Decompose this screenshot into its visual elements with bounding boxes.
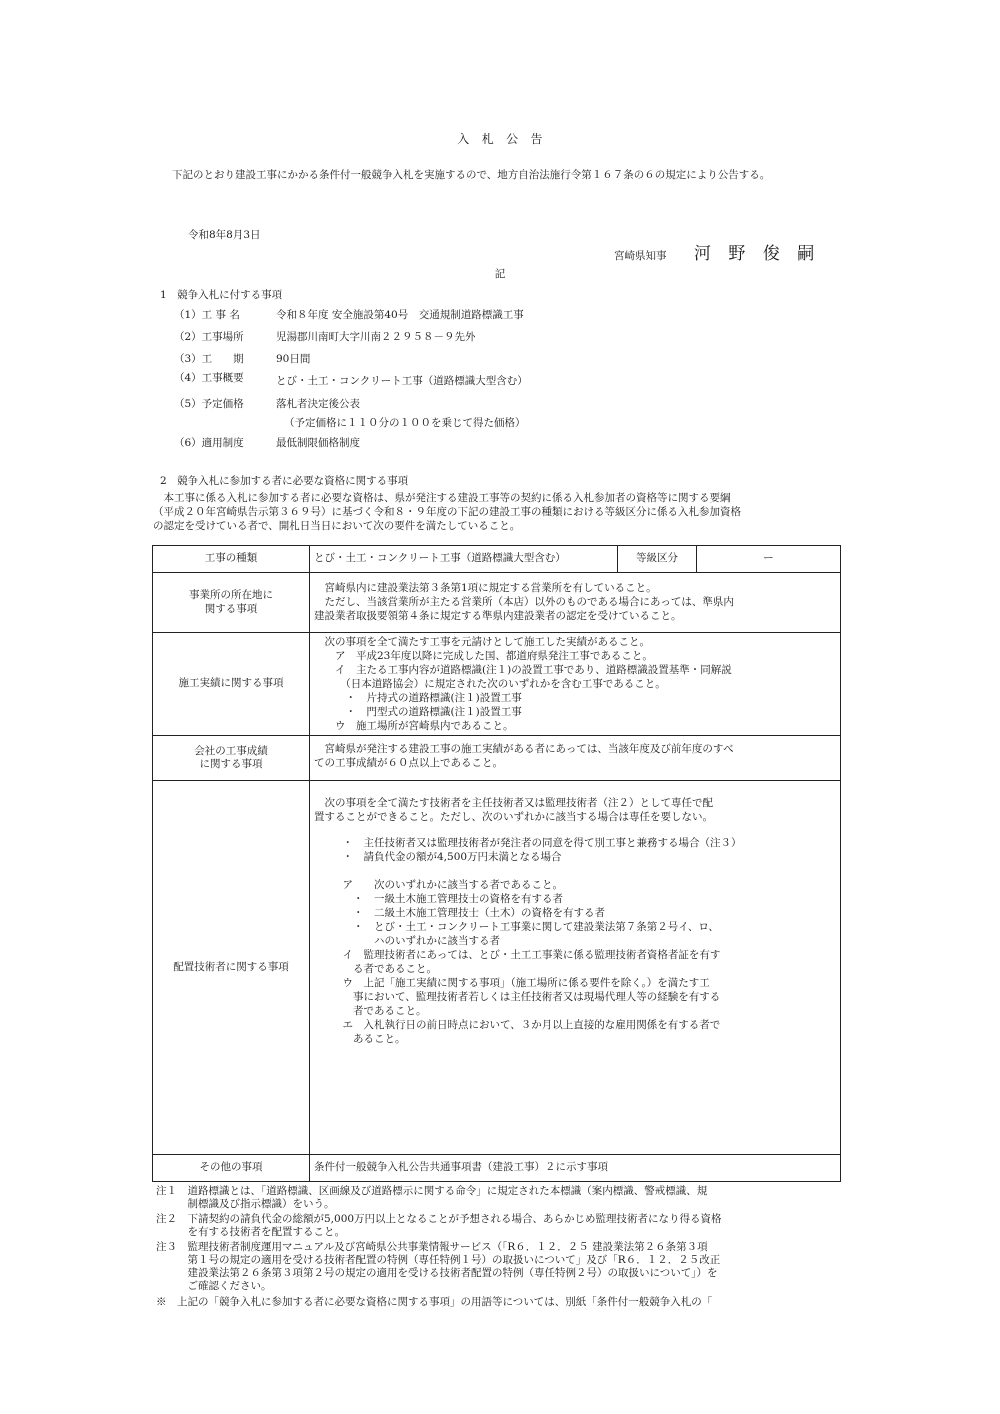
- note-line: 注１ 道路標識とは、「道路標識、区画線及び道路標示に関する命令」に規定された本標識（案内標識、警戒標識、規: [156, 1185, 708, 1197]
- construction-record-requirement: [310, 633, 841, 736]
- cell-line: ・ 主任技術者又は監理技術者が発注者の同意を得て別工事と兼務する場合（注３）: [332, 837, 742, 849]
- row-header: 配置技術者に関する事項: [153, 781, 310, 1155]
- cell-line: 宮崎県内に建設業法第３条第1項に規定する営業所を有していること。: [314, 582, 657, 594]
- notice-date: 令和8年8月3日: [188, 229, 261, 241]
- requirements-table: [152, 545, 841, 1182]
- grade-label: 等級区分: [618, 546, 697, 573]
- cell-line: ・ 片持式の道路標識(注１)設置工事: [314, 692, 522, 704]
- item-value: 児湯郡川南町大字川南２２９５８－９先外: [276, 331, 476, 343]
- cell-line: 者であること。: [332, 1005, 427, 1017]
- item-label: （3）工 期: [174, 353, 244, 365]
- office-requirement: [310, 573, 841, 633]
- row-header: 施工実績に関する事項: [153, 633, 310, 736]
- item-label: （6）適用制度: [174, 437, 244, 449]
- item-value: 最低制限価格制度: [276, 437, 360, 449]
- row-header-line: 関する事項: [204, 602, 258, 615]
- cell-line: エ 入札執行日の前日時点において、３か月以上直接的な雇用関係を有する者で: [332, 1019, 721, 1031]
- cell-line: ての工事成績が６０点以上であること。: [314, 757, 503, 769]
- item-label: （2）工事場所: [174, 331, 244, 343]
- cell-line: ・ 二級土木施工管理技士（土木）の資格を有する者: [332, 907, 605, 919]
- cell-line: 次の事項を全て満たす工事を元請けとして施工した実績があること。: [314, 636, 650, 648]
- table-row: [153, 546, 841, 573]
- engineer-requirement: [310, 781, 841, 1155]
- cell-line: ハのいずれかに該当する者: [332, 935, 500, 947]
- item-value: （予定価格に１１０分の１００を乗じて得た価格）: [284, 417, 526, 429]
- item-value: 落札者決定後公表: [276, 398, 360, 410]
- item-label: （4）工事概要: [174, 372, 244, 384]
- note-line: を有する技術者を配置すること。: [156, 1226, 345, 1238]
- row-header: その他の事項: [153, 1155, 310, 1182]
- section2-heading: 2 競争入札に参加する者に必要な資格に関する事項: [160, 475, 409, 487]
- table-row: [153, 736, 841, 781]
- section2-line: （平成２０年宮崎県告示第３６９号）に基づく令和８・９年度の下記の建設工事の種類における等級区分に係る入札参加資格: [153, 506, 741, 518]
- item-value: 令和８年度 安全施設第40号 交通規制道路標識工事: [276, 309, 524, 321]
- cell-line: ・ 請負代金の額が4,500万円未満となる場合: [332, 851, 562, 863]
- section2-line: 本工事に係る入札に参加する者に必要な資格は、県が発注する建設工事等の契約に係る入札参加者の資格等に関する要綱: [153, 492, 731, 504]
- cell-line: イ 主たる工事内容が道路標識(注１)の設置工事であり、道路標識設置基準・同解説: [314, 664, 732, 676]
- cell-line: 建設業者取扱要領第４条に規定する準県内建設業者の認定を受けていること。: [314, 610, 682, 622]
- item-value: 90日間: [276, 353, 311, 365]
- table-row: [153, 1155, 841, 1182]
- note-line: 制標識及び指示標識）をいう。: [156, 1198, 335, 1210]
- cell-line: ア 次のいずれかに該当する者であること。: [332, 879, 563, 891]
- grade-value: ー: [697, 546, 841, 573]
- item-label: （5）予定価格: [174, 398, 244, 410]
- note-line: 建設業法第２６条第３項第２号の規定の適用を受ける技術者配置の特例（専任特例２号）の取扱いについて」）を: [156, 1267, 718, 1279]
- note-line: 注３ 監理技術者制度運用マニュアル及び宮崎県公共事業情報サービス（「R６．１２．２５ 建設業法第２６条第３項: [156, 1241, 708, 1253]
- cell-line: ・ とび・土工・コンクリート工事業に関して建設業法第７条第２号イ、ロ、: [332, 921, 719, 933]
- row-header-line: に関する事項: [199, 758, 263, 770]
- note-line: ※ 上記の「競争入札に参加する者に必要な資格に関する事項」の用語等については、別紙「条件付一般競争入札の「: [156, 1296, 713, 1308]
- table-row: [153, 573, 841, 633]
- row-header-line: 事業所の所在地に: [189, 589, 273, 602]
- intro-paragraph: 下記のとおり建設工事にかかる条件付一般競争入札を実施するので、地方自治法施行令第１６７条の６の規定により公告する。: [172, 169, 771, 181]
- cell-line: 置することができること。ただし、次のいずれかに該当する場合は専任を要しない。: [314, 811, 713, 823]
- row-header: [153, 736, 310, 781]
- item-label: （1）工 事 名: [174, 309, 240, 321]
- cell-line: ア 平成23年度以降に完成した国、都道府県発注工事であること。: [314, 650, 653, 662]
- cell-line: （日本道路協会）に規定された次のいずれかを含む工事であること。: [314, 678, 666, 690]
- governor-name: 河 野 俊 嗣: [694, 244, 821, 264]
- table-row: [153, 781, 841, 1155]
- performance-requirement: [310, 736, 841, 781]
- item-value: とび・土工・コンクリート工事（道路標識大型含む）: [276, 375, 528, 387]
- table-row: [153, 633, 841, 736]
- cell-line: 宮崎県が発注する建設工事の施工実績がある者にあっては、当該年度及び前年度のすべ: [314, 743, 734, 755]
- note-line: 注２ 下請契約の請負代金の総額が5,000万円以上となることが予想される場合、あらかじめ監理技術者になり得る資格: [156, 1213, 722, 1225]
- other-requirement: 条件付一般競争入札公告共通事項書（建設工事）２に示す事項: [310, 1155, 841, 1182]
- ki-marker: 記: [494, 268, 506, 280]
- work-kind: とび・土工・コンクリート工事（道路標識大型含む）: [310, 546, 618, 573]
- cell-line: 次の事項を全て満たす技術者を主任技術者又は監理技術者（注２）として専任で配: [314, 797, 713, 809]
- section1-heading: 1 競争入札に付する事項: [160, 289, 283, 301]
- cell-line: ・ 一級土木施工管理技士の資格を有する者: [332, 893, 563, 905]
- note-line: ご確認ください。: [156, 1280, 272, 1292]
- governor-title: 宮崎県知事: [614, 250, 667, 262]
- cell-line: ウ 上記「施工実績に関する事項」（施工場所に係る要件を除く。）を満たす工: [332, 977, 710, 989]
- row-header: [153, 573, 310, 633]
- cell-line: る者であること。: [332, 963, 437, 975]
- document-title: 入 札 公 告: [457, 132, 543, 146]
- cell-line: あること。: [332, 1033, 406, 1045]
- row-header: 工事の種類: [153, 546, 310, 573]
- note-line: 第１号の規定の適用を受ける技術者配置の特例（専任特例１号）の取扱いについて」及び「R６．１２．２５改正: [156, 1254, 721, 1266]
- cell-line: ウ 施工場所が宮崎県内であること。: [314, 720, 514, 732]
- row-header-line: 会社の工事成績: [194, 744, 268, 757]
- section2-line: の認定を受けている者で、開札日当日において次の要件を満たしていること。: [153, 520, 521, 532]
- cell-line: ・ 門型式の道路標識(注１)設置工事: [314, 706, 522, 718]
- cell-line: ただし、当該営業所が主たる営業所（本店）以外のものである場合にあっては、準県内: [314, 596, 734, 608]
- cell-line: イ 監理技術者にあっては、とび・土工工事業に係る監理技術者資格者証を有す: [332, 949, 721, 961]
- cell-line: 事において、監理技術者若しくは主任技術者又は現場代理人等の経験を有する: [332, 991, 721, 1003]
